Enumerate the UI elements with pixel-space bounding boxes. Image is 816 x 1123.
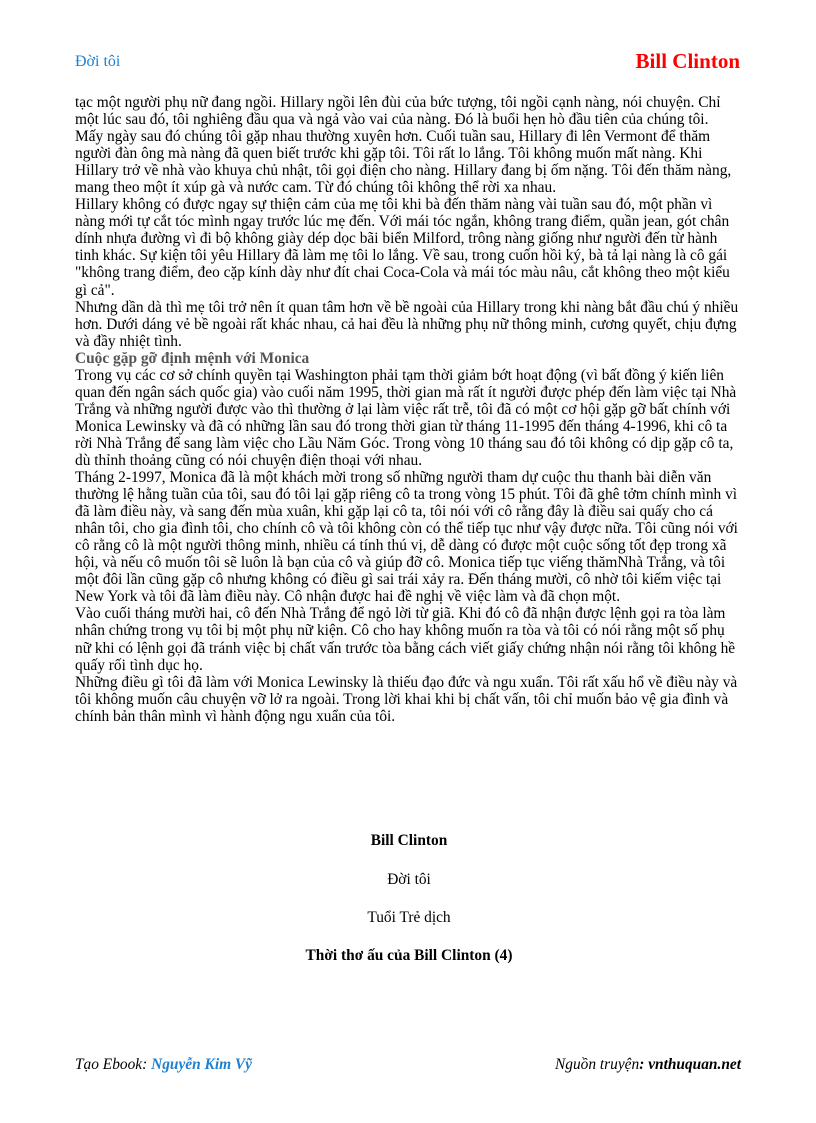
paragraph: Trong vụ các cơ sở chính quyền tại Washington phải tạm thời giảm bớt hoạt động (vì bất đồng ý kiến liên quan đến ngân sách quốc gia) vào cuối năm 1995, thời gian mà rất ít người được phép đến làm việc tại Nhà Trắng và những người được vào thì thường ở lại làm việc rất trễ, tôi đã có một cơ hội gặp gỡ bất chính với Monica Lewinsky và đã có những lần sau đó trong thời gian từ tháng 11-1995 đến tháng 4-1996, khi cô ta rời Nhà Trắng để sang làm việc cho Lầu Năm Góc. Trong vòng 10 tháng sau đó tôi không có dịp gặp cô ta, dù thỉnh thoảng cũng có nói chuyện điện thoại với nhau. bbox=[75, 366, 737, 469]
section-heading: Cuộc gặp gỡ định mệnh với Monica bbox=[75, 349, 310, 367]
closing-block bbox=[75, 832, 743, 965]
paragraph: Tháng 2-1997, Monica đã là một khách mời trong số những người tham dự cuộc thu thanh bài diễn văn thường lệ hằng tuần của tôi, sau đó tôi lại gặp riêng cô ta trong vòng 15 phút. Tôi đã ghê tởm chính mình vì đã làm điều này, và sang đến mùa xuân, khi gặp lại cô ta, tôi nói với cô rằng đây là điều sai quấy cho cá nhân tôi, cho gia đình tôi, cho chính cô và tôi không còn có thể tiếp tục như vậy được nữa. Tôi cũng nói với cô rằng cô là một người thông minh, nhiều cá tính thú vị, dễ dàng có được một cuộc sống tốt đẹp trong xã hội, và nếu cô muốn tôi sẽ luôn là bạn của cô và giúp đỡ cô. Monica tiếp tục viếng thămNhà Trắng, và tôi một đôi lần cũng gặp cô nhưng không có điều gì sai trái xảy ra. Đến tháng mười, cô nhờ tôi kiếm việc tại New York và tôi đã làm điều này. Cô nhận được hai đề nghị về việc làm và đã chọn một. bbox=[75, 469, 738, 606]
footer-source-separator: : bbox=[639, 1056, 649, 1073]
header-book-title: Đời tôi bbox=[75, 53, 121, 70]
paragraph: Vào cuối tháng mười hai, cô đến Nhà Trắng để ngỏ lời từ giã. Khi đó cô đã nhận được lệnh gọi ra tòa làm nhân chứng trong vụ tôi bị một phụ nữ kiện. Cô cho hay không muốn ra tòa và tôi có nói rằng một số phụ nữ khi có lệnh gọi đã tránh việc bị chất vấn trước tòa bằng cách viết giấy chứng nhận nói rằng tôi không hề quấy rối tình dục họ. bbox=[75, 605, 736, 674]
footer-ebook-label: Tạo Ebook bbox=[75, 1056, 143, 1073]
footer-source-label: Nguồn truyện bbox=[554, 1056, 640, 1073]
header-author-name: Bill Clinton bbox=[635, 49, 740, 73]
footer-ebook-separator: : bbox=[142, 1056, 152, 1073]
footer-source-credit bbox=[555, 1056, 741, 1074]
paragraph: Hillary không có được ngay sự thiện cảm của mẹ tôi khi bà đến thăm nàng vài tuần sau đó, một phần vì nàng mới tự cắt tóc mình ngay trước lúc mẹ đến. Với mái tóc ngắn, không trang điểm, quần jean, gót chân dính nhựa đường vì đi bộ không giày dép dọc bãi biển Milford, trông nàng giống như người đến từ hành tinh khác. Sự kiện tôi yêu Hillary đã làm mẹ tôi lo lắng. Về sau, trong cuốn hồi ký, bà tả lại nàng là cô gái "không trang điểm, đeo cặp kính dày như đít chai Coca-Cola và mái tóc màu nâu, cắt không theo một kiểu gì cả". bbox=[75, 196, 730, 299]
closing-author: Bill Clinton bbox=[370, 832, 448, 849]
footer-ebook-credit bbox=[75, 1056, 252, 1074]
closing-book-title: Đời tôi bbox=[387, 871, 431, 888]
footer-source-site-link[interactable]: vnthuquan.net bbox=[648, 1056, 741, 1073]
paragraph: Mấy ngày sau đó chúng tôi gặp nhau thường xuyên hơn. Cuối tuần sau, Hillary đi lên Vermont để thăm người đàn ông mà nàng đã quen biết trước khi gặp tôi. Tôi rất lo lắng. Tôi không muốn mất nàng. Khi Hillary trở về nhà vào khuya chủ nhật, tôi gọi điện cho nàng. Hillary đang bị ốm nặng. Tôi đến thăm nàng, mang theo một ít xúp gà và nước cam. Từ đó chúng tôi không thể rời xa nhau. bbox=[75, 128, 732, 197]
footer-ebook-creator-link[interactable]: Nguyễn Kim Vỹ bbox=[151, 1056, 253, 1073]
paragraph: tạc một người phụ nữ đang ngồi. Hillary ngồi lên đùi của bức tượng, tôi ngồi cạnh nàng, nói chuyện. Chỉ một lúc sau đó, tôi nghiêng đầu qua và ngả vào vai của nàng. Đó là buổi hẹn hò đầu tiên của chúng tôi. bbox=[75, 94, 721, 129]
closing-chapter-title: Thời thơ ấu của Bill Clinton (4) bbox=[305, 947, 513, 964]
closing-translator: Tuổi Trẻ dịch bbox=[367, 909, 451, 926]
page-body bbox=[75, 94, 743, 725]
paragraph: Nhưng dần dà thì mẹ tôi trở nên ít quan tâm hơn về bề ngoài của Hillary trong khi nàng bắt đầu chú ý nhiều hơn. Dưới dáng vẻ bề ngoài rất khác nhau, cả hai đều là những phụ nữ thông minh, cương quyết, chịu đựng và đầy nhiệt tình. bbox=[75, 298, 739, 350]
paragraph: Những điều gì tôi đã làm với Monica Lewinsky là thiếu đạo đức và ngu xuẩn. Tôi rất xấu hổ về điều này và tôi không muốn câu chuyện vỡ lở ra ngoài. Trong lời khai khi bị chất vấn, tôi chỉ muốn bảo vệ gia đình và chính bản thân mình vì hành động ngu xuẩn của tôi. bbox=[75, 673, 738, 725]
